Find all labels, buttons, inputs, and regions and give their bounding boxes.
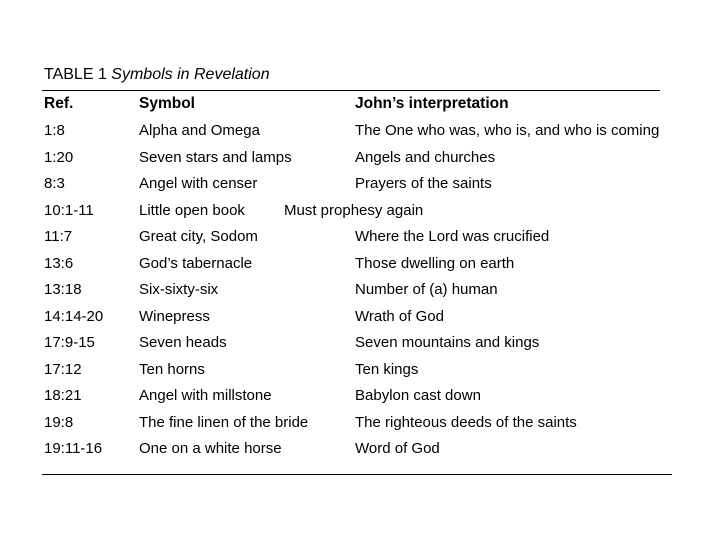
row-2-interpretation: Angels and churches <box>355 149 496 166</box>
bottom-rule <box>42 474 672 475</box>
row-6-symbol: God’s tabernacle <box>139 255 253 272</box>
row-4-interpretation: Must prophesy again <box>284 202 424 219</box>
row-11-symbol: Angel with millstone <box>139 387 272 404</box>
row-11-interpretation: Babylon cast down <box>355 387 481 404</box>
row-12-symbol: The fine linen of the bride <box>139 414 309 431</box>
row-6-ref: 13:6 <box>44 255 74 272</box>
row-4-symbol: Little open book <box>139 202 245 219</box>
row-12-interpretation: The righteous deeds of the saints <box>355 414 577 431</box>
row-5-ref: 11:7 <box>44 228 73 245</box>
row-3-ref: 8:3 <box>44 175 65 192</box>
row-13-ref: 19:11-16 <box>44 440 103 457</box>
header-interpretation: John’s interpretation <box>355 95 509 112</box>
row-9-symbol: Seven heads <box>139 334 227 351</box>
row-1-interpretation: The One who was, who is, and who is coming <box>355 122 660 139</box>
row-13-symbol: One on a white horse <box>139 440 282 457</box>
row-12-ref: 19:8 <box>44 414 74 431</box>
row-7-ref: 13:18 <box>44 281 82 298</box>
row-13-interpretation: Word of God <box>355 440 440 457</box>
row-1-symbol: Alpha and Omega <box>139 122 260 139</box>
row-10-interpretation: Ten kings <box>355 361 419 378</box>
row-8-symbol: Winepress <box>139 308 210 325</box>
row-8-ref: 14:14-20 <box>44 308 104 325</box>
row-1-ref: 1:8 <box>44 122 65 139</box>
row-2-ref: 1:20 <box>44 149 74 166</box>
row-8-interpretation: Wrath of God <box>355 308 444 325</box>
row-7-symbol: Six-sixty-six <box>139 281 219 298</box>
header-symbol: Symbol <box>139 95 195 112</box>
row-3-interpretation: Prayers of the saints <box>355 175 492 192</box>
caption-title: Symbols in Revelation <box>111 66 270 83</box>
header-ref: Ref. <box>44 95 74 112</box>
top-rule <box>42 90 660 91</box>
row-4-ref: 10:1-11 <box>44 202 94 219</box>
row-2-symbol: Seven stars and lamps <box>139 149 292 166</box>
row-10-symbol: Ten horns <box>139 361 205 378</box>
table-caption <box>44 66 270 84</box>
row-10-ref: 17:12 <box>44 361 82 378</box>
row-9-ref: 17:9-15 <box>44 334 95 351</box>
row-11-ref: 18:21 <box>44 387 82 404</box>
row-9-interpretation: Seven mountains and kings <box>355 334 540 351</box>
row-3-symbol: Angel with censer <box>139 175 258 192</box>
caption-label: TABLE 1 <box>44 66 107 83</box>
row-5-symbol: Great city, Sodom <box>139 228 258 245</box>
row-6-interpretation: Those dwelling on earth <box>355 255 515 272</box>
row-7-interpretation: Number of (a) human <box>355 281 498 298</box>
row-5-interpretation: Where the Lord was crucified <box>355 228 550 245</box>
